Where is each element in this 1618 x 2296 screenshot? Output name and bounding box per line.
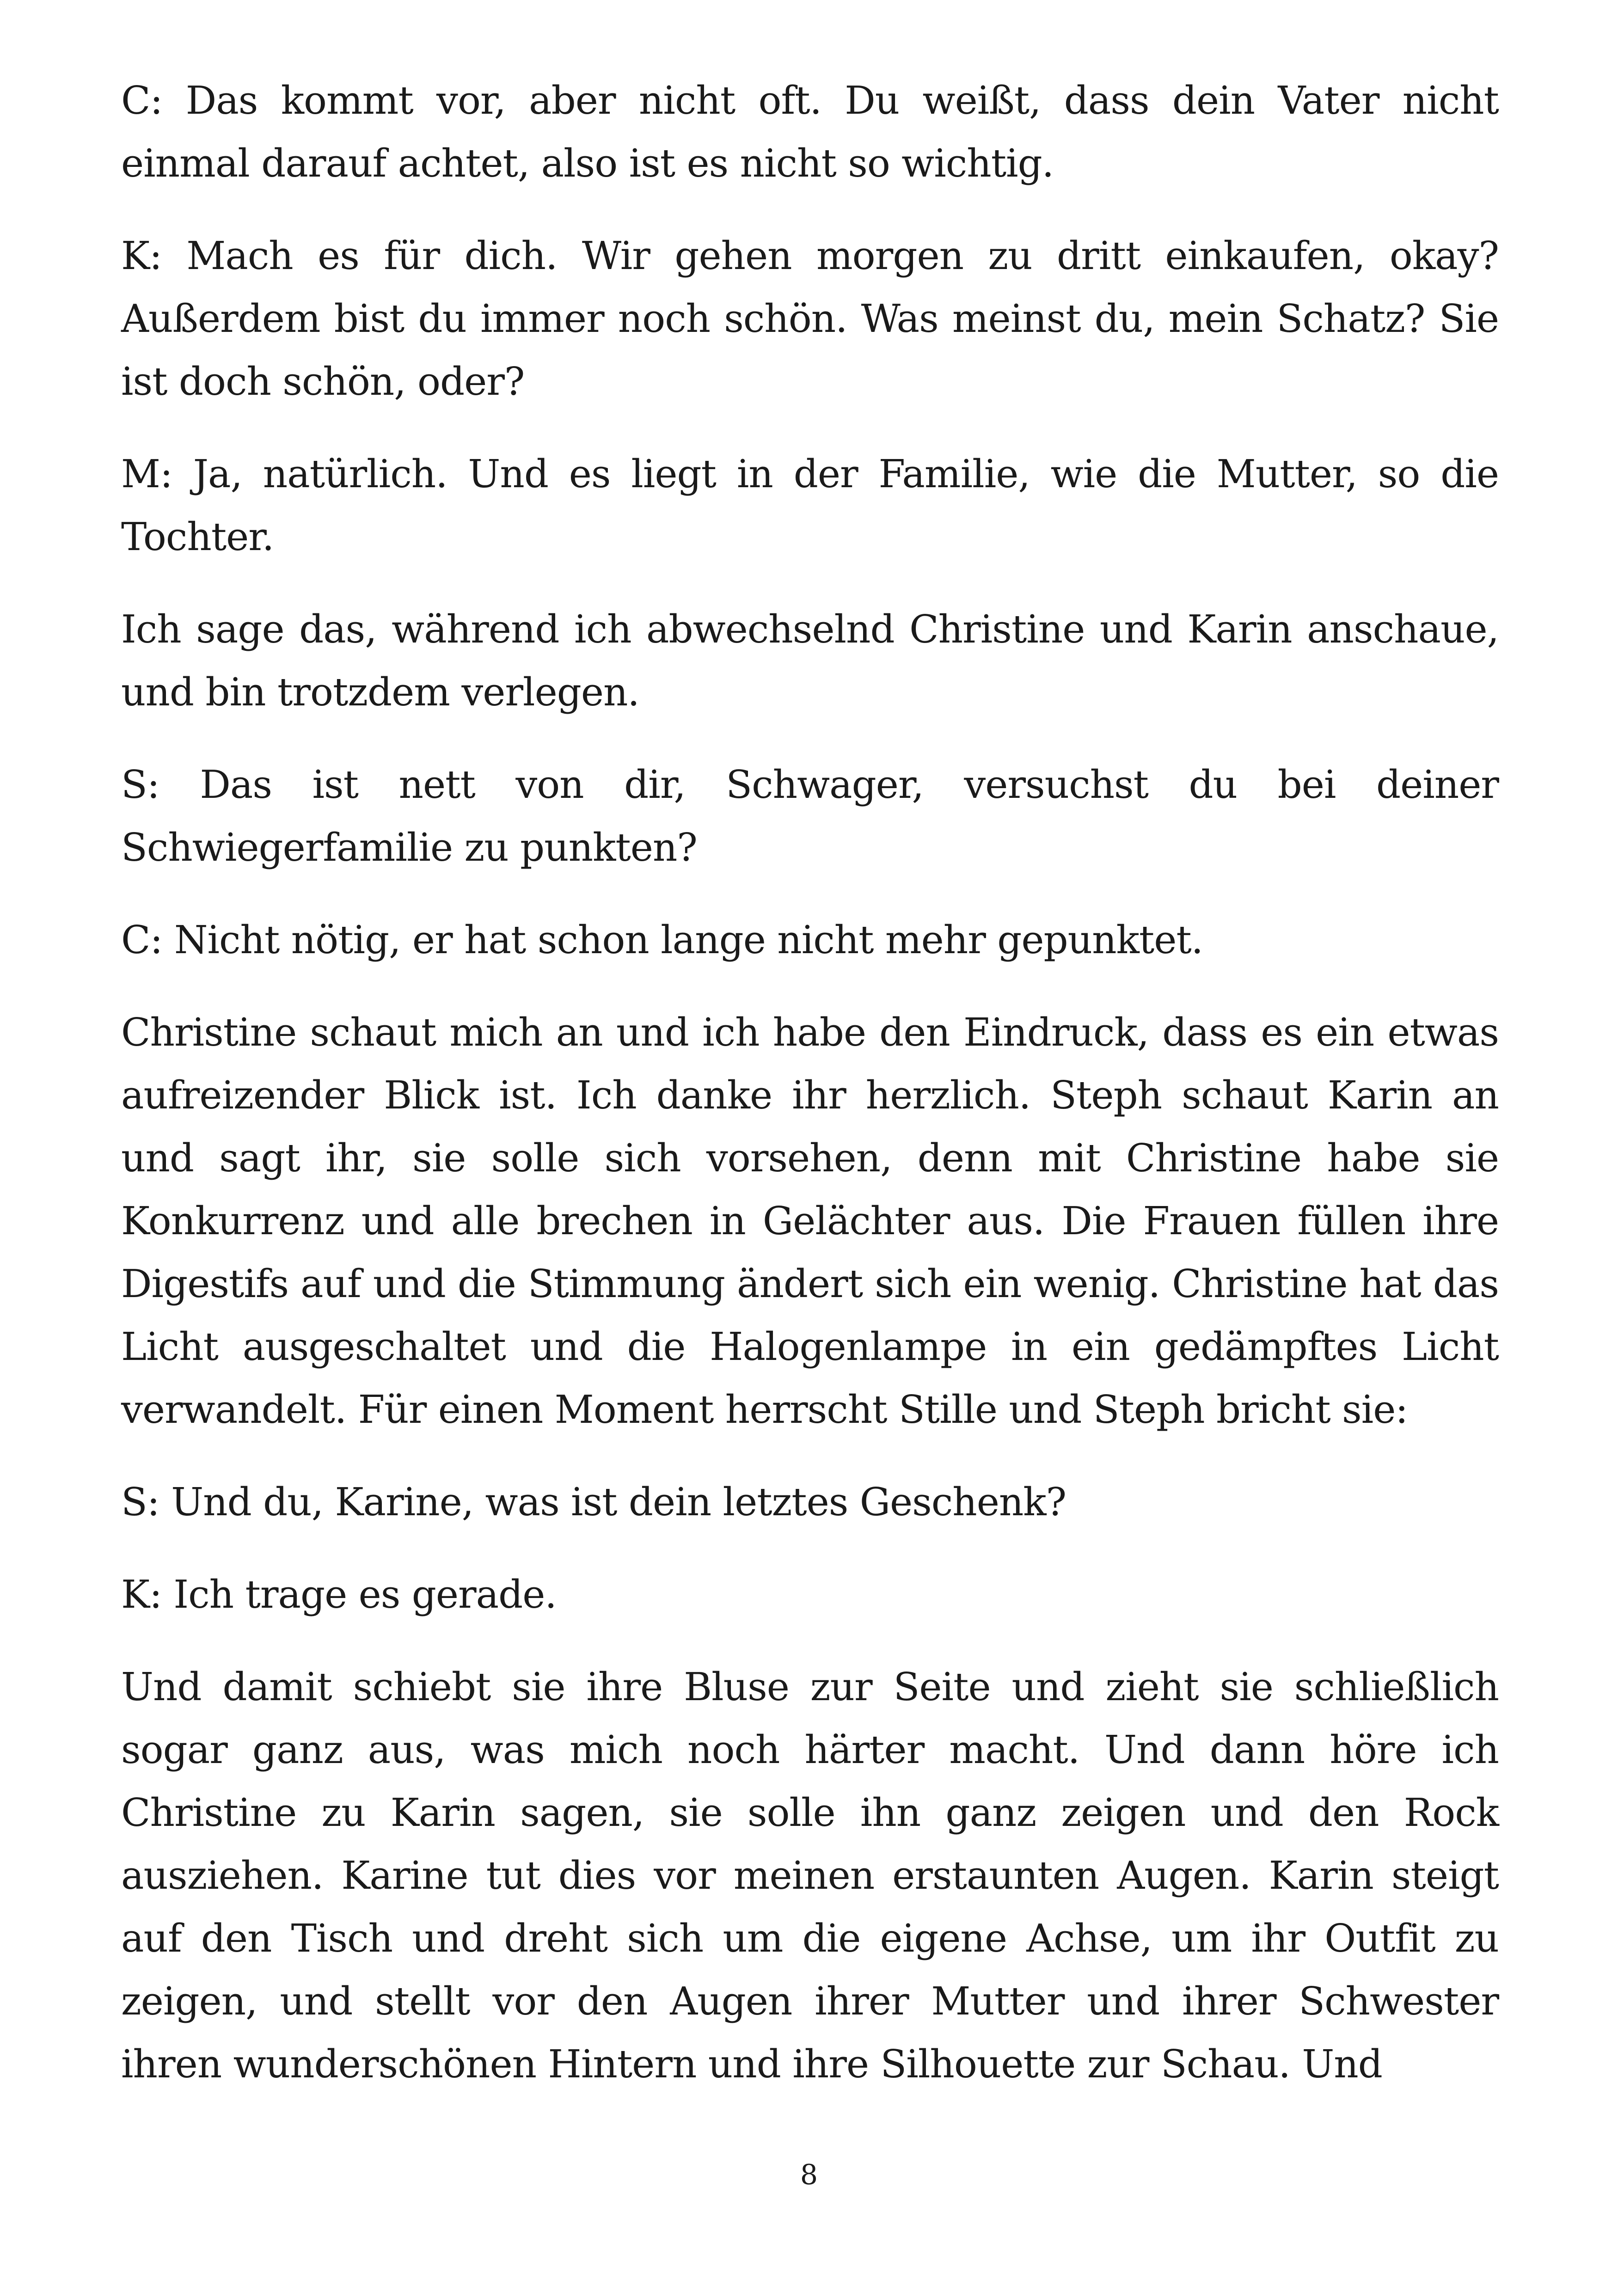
dialogue-paragraph: C: Das kommt vor, aber nicht oft. Du weißt, dass dein Vater nicht einmal darauf achtet, also ist es nicht so wichtig. bbox=[121, 78, 1499, 186]
dialogue-paragraph: K: Mach es für dich. Wir gehen morgen zu dritt einkaufen, okay? Außerdem bist du immer noch schön. Was meinst du, mein Schatz? Sie ist doch schön, oder? bbox=[121, 233, 1499, 404]
dialogue-paragraph: S: Das ist nett von dir, Schwager, versuchst du bei deiner Schwiegerfamilie zu punkten? bbox=[121, 762, 1499, 870]
narrative-paragraph: Und damit schiebt sie ihre Bluse zur Seite und zieht sie schließlich sogar ganz aus, was mich noch härter macht. Und dann höre ich Christine zu Karin sagen, sie solle ihn ganz zeigen und den Rock ausziehen. Karine tut dies vor meinen erstaunten Augen. Karin steigt auf den Tisch und dreht sich um die eigene Achse, um ihr Outfit zu zeigen, und stellt vor den Augen ihrer Mutter und ihrer Schwester ihren wunderschönen Hintern und ihre Silhouette zur Schau. Und bbox=[121, 1665, 1499, 2087]
narrative-paragraph: Ich sage das, während ich abwechselnd Christine und Karin anschaue, und bin trotzdem verlegen. bbox=[121, 607, 1499, 715]
dialogue-paragraph: M: Ja, natürlich. Und es liegt in der Familie, wie die Mutter, so die Tochter. bbox=[121, 452, 1499, 559]
dialogue-paragraph: S: Und du, Karine, was ist dein letztes Geschenk? bbox=[121, 1480, 1066, 1525]
dialogue-paragraph: C: Nicht nötig, er hat schon lange nicht mehr gepunktet. bbox=[121, 918, 1203, 962]
narrative-paragraph: Christine schaut mich an und ich habe den Eindruck, dass es ein etwas aufreizender Blick ist. Ich danke ihr herzlich. Steph schaut Karin an und sagt ihr, sie solle sich vorsehen, denn mit Christine habe sie Konkurrenz und alle brechen in Gelächter aus. Die Frauen füllen ihre Digestifs auf und die Stimmung ändert sich ein wenig. Christine hat das Licht ausgeschaltet und die Halogenlampe in ein gedämpftes Licht verwandelt. Für einen Moment herrscht Stille und Steph bricht sie: bbox=[121, 1010, 1499, 1432]
dialogue-paragraph: K: Ich trage es gerade. bbox=[121, 1572, 557, 1617]
page-number: 8 bbox=[800, 2159, 818, 2191]
document-page-body bbox=[121, 69, 1499, 2125]
